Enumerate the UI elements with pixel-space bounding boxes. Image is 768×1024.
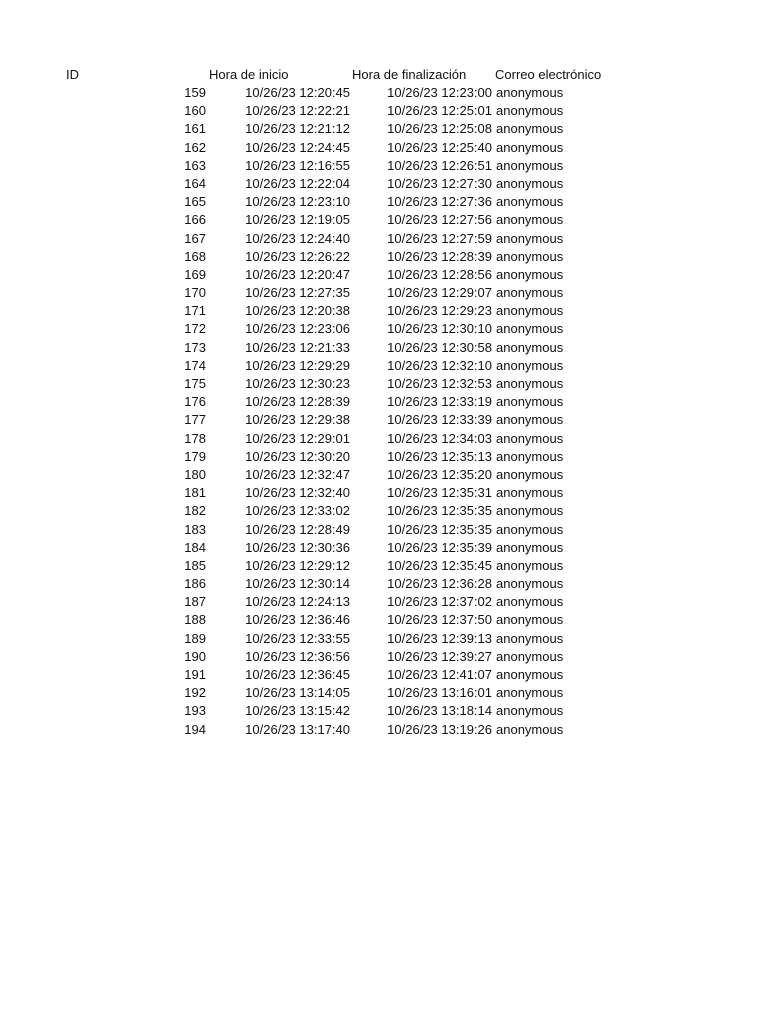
row-id: 168 [184, 248, 206, 264]
row-email: anonymous [496, 485, 564, 501]
row-start-time: 10/26/23 12:30:14 [245, 576, 350, 592]
table-row [0, 375, 768, 393]
table-row [0, 448, 768, 466]
row-start-time: 10/26/23 12:29:01 [245, 430, 350, 446]
table-row [0, 666, 768, 684]
row-start-time: 10/26/23 12:30:20 [245, 448, 350, 464]
row-end-time: 10/26/23 12:37:50 [387, 612, 492, 628]
row-id: 163 [184, 157, 206, 173]
row-start-time: 10/26/23 12:33:02 [245, 503, 350, 519]
row-start-time: 10/26/23 12:32:47 [245, 466, 350, 482]
row-email: anonymous [496, 667, 564, 682]
row-email: anonymous [496, 394, 564, 410]
row-end-time: 10/26/23 12:27:30 [387, 175, 492, 191]
row-end-time: 10/26/23 12:27:56 [387, 212, 492, 228]
row-email: anonymous [496, 503, 564, 519]
table-row [0, 357, 768, 375]
row-start-time: 10/26/23 13:17:40 [245, 721, 350, 737]
table-row [0, 630, 768, 648]
header-id: ID [66, 67, 79, 82]
row-end-time: 10/26/23 12:35:20 [387, 466, 492, 482]
table-row [0, 611, 768, 629]
row-id: 185 [184, 557, 206, 573]
row-start-time: 10/26/23 12:33:55 [245, 630, 350, 646]
row-email: anonymous [496, 376, 564, 391]
table-row [0, 266, 768, 284]
table-row [0, 575, 768, 593]
row-id: 173 [184, 339, 206, 355]
row-start-time: 10/26/23 12:23:06 [245, 321, 350, 337]
row-end-time: 10/26/23 12:39:27 [387, 648, 492, 664]
row-start-time: 10/26/23 12:29:12 [245, 557, 350, 573]
row-start-time: 10/26/23 12:22:04 [245, 175, 350, 191]
row-email: anonymous [496, 212, 564, 228]
row-start-time: 10/26/23 12:27:35 [245, 285, 350, 301]
row-start-time: 10/26/23 12:22:21 [245, 103, 350, 119]
table-row [0, 466, 768, 484]
table-row [0, 721, 768, 739]
row-id: 175 [184, 376, 206, 391]
row-end-time: 10/26/23 12:33:19 [387, 394, 492, 410]
row-end-time: 10/26/23 12:35:45 [387, 557, 492, 573]
row-end-time: 10/26/23 12:25:08 [387, 121, 492, 137]
row-id: 180 [184, 466, 206, 482]
row-email: anonymous [496, 339, 564, 355]
table-row [0, 539, 768, 557]
row-end-time: 10/26/23 12:29:07 [387, 285, 492, 301]
row-end-time: 10/26/23 12:36:28 [387, 576, 492, 592]
row-id: 189 [184, 630, 206, 646]
table-row [0, 702, 768, 720]
table-row [0, 230, 768, 248]
table-row [0, 84, 768, 102]
row-end-time: 10/26/23 12:35:35 [387, 521, 492, 537]
row-id: 187 [184, 594, 206, 610]
row-start-time: 10/26/23 12:36:45 [245, 667, 350, 682]
row-end-time: 10/26/23 12:35:13 [387, 448, 492, 464]
row-end-time: 10/26/23 12:25:01 [387, 103, 492, 119]
row-id: 183 [184, 521, 206, 537]
table-row [0, 684, 768, 702]
row-start-time: 10/26/23 12:28:39 [245, 394, 350, 410]
row-id: 162 [184, 139, 206, 155]
row-start-time: 10/26/23 12:20:45 [245, 85, 350, 100]
row-email: anonymous [496, 630, 564, 646]
row-end-time: 10/26/23 12:32:10 [387, 357, 492, 373]
row-email: anonymous [496, 412, 564, 428]
header-end-time: Hora de finalización [352, 67, 467, 82]
row-start-time: 10/26/23 12:20:38 [245, 303, 350, 319]
row-start-time: 10/26/23 12:16:55 [245, 157, 350, 173]
table-row [0, 175, 768, 193]
row-end-time: 10/26/23 12:30:58 [387, 339, 492, 355]
row-start-time: 10/26/23 12:29:29 [245, 357, 350, 373]
row-end-time: 10/26/23 12:27:59 [387, 230, 492, 246]
row-end-time: 10/26/23 12:35:35 [387, 503, 492, 519]
table-row [0, 157, 768, 175]
row-email: anonymous [496, 266, 564, 282]
row-email: anonymous [496, 285, 564, 301]
row-id: 191 [184, 667, 206, 682]
table-row [0, 557, 768, 575]
row-email: anonymous [496, 448, 564, 464]
row-email: anonymous [496, 248, 564, 264]
row-id: 171 [184, 303, 206, 319]
header-email: Correo electrónico [495, 67, 602, 82]
row-start-time: 10/26/23 13:14:05 [245, 685, 350, 701]
row-start-time: 10/26/23 12:23:10 [245, 194, 350, 210]
row-end-time: 10/26/23 12:26:51 [387, 157, 492, 173]
row-id: 177 [184, 412, 206, 428]
table-row [0, 648, 768, 666]
row-email: anonymous [496, 103, 564, 119]
row-end-time: 10/26/23 12:35:39 [387, 539, 492, 555]
row-end-time: 10/26/23 12:25:40 [387, 139, 492, 155]
row-id: 169 [184, 266, 206, 282]
row-id: 160 [184, 103, 206, 119]
table-row [0, 284, 768, 302]
row-email: anonymous [496, 594, 564, 610]
row-end-time: 10/26/23 12:23:00 [387, 85, 492, 100]
row-email: anonymous [496, 576, 564, 592]
table-row [0, 393, 768, 411]
row-email: anonymous [496, 303, 564, 319]
row-start-time: 10/26/23 12:36:56 [245, 648, 350, 664]
row-end-time: 10/26/23 13:19:26 [387, 721, 492, 737]
row-end-time: 10/26/23 12:30:10 [387, 321, 492, 337]
row-email: anonymous [496, 85, 564, 100]
row-email: anonymous [496, 685, 564, 701]
row-email: anonymous [496, 230, 564, 246]
row-start-time: 10/26/23 12:26:22 [245, 248, 350, 264]
row-start-time: 10/26/23 12:19:05 [245, 212, 350, 228]
table-row [0, 484, 768, 502]
row-id: 194 [184, 721, 206, 737]
row-end-time: 10/26/23 12:35:31 [387, 485, 492, 501]
row-id: 176 [184, 394, 206, 410]
row-email: anonymous [496, 430, 564, 446]
table-row [0, 102, 768, 120]
row-start-time: 10/26/23 12:24:13 [245, 594, 350, 610]
row-email: anonymous [496, 139, 564, 155]
row-email: anonymous [496, 557, 564, 573]
table-row [0, 120, 768, 138]
row-id: 170 [184, 285, 206, 301]
row-email: anonymous [496, 121, 564, 137]
row-id: 164 [184, 175, 206, 191]
row-id: 166 [184, 212, 206, 228]
table-row [0, 139, 768, 157]
header-row [0, 66, 768, 84]
row-start-time: 10/26/23 12:30:36 [245, 539, 350, 555]
table-row [0, 320, 768, 338]
table-body [0, 84, 768, 739]
row-id: 174 [184, 357, 206, 373]
header-start-time: Hora de inicio [209, 67, 289, 82]
table-row [0, 193, 768, 211]
row-id: 178 [184, 430, 206, 446]
row-id: 186 [184, 576, 206, 592]
row-email: anonymous [496, 539, 564, 555]
table-row [0, 502, 768, 520]
row-end-time: 10/26/23 13:16:01 [387, 685, 492, 701]
row-end-time: 10/26/23 12:32:53 [387, 376, 492, 391]
row-start-time: 10/26/23 12:29:38 [245, 412, 350, 428]
row-email: anonymous [496, 157, 564, 173]
row-id: 165 [184, 194, 206, 210]
table-row [0, 521, 768, 539]
row-end-time: 10/26/23 12:27:36 [387, 194, 492, 210]
table-row [0, 430, 768, 448]
row-email: anonymous [496, 648, 564, 664]
row-id: 172 [184, 321, 206, 337]
row-start-time: 10/26/23 12:36:46 [245, 612, 350, 628]
row-email: anonymous [496, 321, 564, 337]
row-id: 161 [184, 121, 206, 137]
row-start-time: 10/26/23 12:21:33 [245, 339, 350, 355]
row-email: anonymous [496, 466, 564, 482]
row-id: 179 [184, 448, 206, 464]
row-start-time: 10/26/23 12:30:23 [245, 376, 350, 391]
row-id: 181 [184, 485, 206, 501]
row-email: anonymous [496, 194, 564, 210]
row-id: 192 [184, 685, 206, 701]
row-end-time: 10/26/23 12:28:56 [387, 266, 492, 282]
row-email: anonymous [496, 357, 564, 373]
row-email: anonymous [496, 703, 564, 719]
row-id: 190 [184, 648, 206, 664]
row-start-time: 10/26/23 12:24:40 [245, 230, 350, 246]
row-end-time: 10/26/23 12:28:39 [387, 248, 492, 264]
table-row [0, 411, 768, 429]
row-start-time: 10/26/23 12:32:40 [245, 485, 350, 501]
row-id: 159 [184, 85, 206, 100]
row-start-time: 10/26/23 12:28:49 [245, 521, 350, 537]
row-id: 167 [184, 230, 206, 246]
row-end-time: 10/26/23 12:33:39 [387, 412, 492, 428]
row-end-time: 10/26/23 13:18:14 [387, 703, 492, 719]
row-email: anonymous [496, 521, 564, 537]
table-row [0, 339, 768, 357]
row-start-time: 10/26/23 12:21:12 [245, 121, 350, 137]
table-row [0, 302, 768, 320]
row-id: 193 [184, 703, 206, 719]
row-end-time: 10/26/23 12:34:03 [387, 430, 492, 446]
row-id: 182 [184, 503, 206, 519]
row-start-time: 10/26/23 12:24:45 [245, 139, 350, 155]
row-email: anonymous [496, 175, 564, 191]
row-email: anonymous [496, 721, 564, 737]
row-start-time: 10/26/23 13:15:42 [245, 703, 350, 719]
row-end-time: 10/26/23 12:29:23 [387, 303, 492, 319]
row-id: 184 [184, 539, 206, 555]
table-row [0, 211, 768, 229]
row-start-time: 10/26/23 12:20:47 [245, 266, 350, 282]
row-end-time: 10/26/23 12:39:13 [387, 630, 492, 646]
row-end-time: 10/26/23 12:41:07 [387, 667, 492, 682]
row-id: 188 [184, 612, 206, 628]
table-row [0, 593, 768, 611]
row-end-time: 10/26/23 12:37:02 [387, 594, 492, 610]
table-row [0, 248, 768, 266]
row-email: anonymous [496, 612, 564, 628]
